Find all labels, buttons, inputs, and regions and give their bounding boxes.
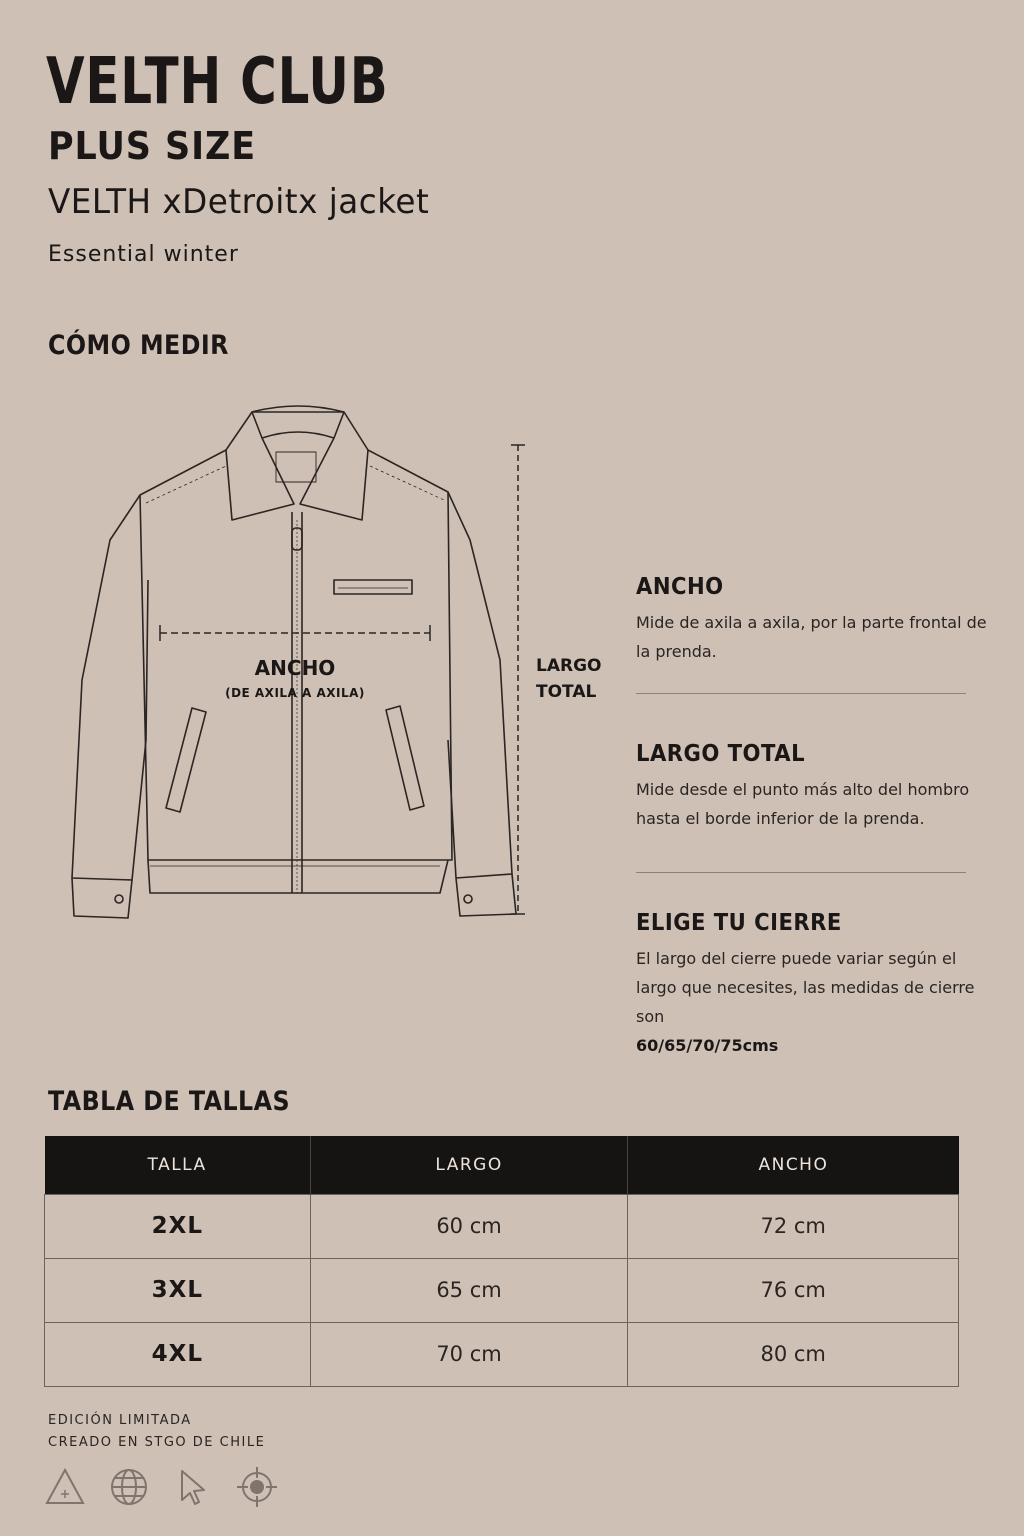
collection-name: Essential winter	[48, 242, 239, 267]
size-table	[44, 1136, 959, 1387]
divider	[636, 693, 966, 694]
info-cierre	[636, 910, 996, 1060]
size-cell: 3XL	[45, 1258, 311, 1322]
info-ancho-text: Mide de axila a axila, por la parte frontal de la prenda.	[636, 613, 987, 661]
width-measure-sublabel: (DE AXILA A AXILA)	[225, 686, 365, 700]
width-cell: 76 cm	[628, 1258, 959, 1322]
table-row	[45, 1194, 959, 1258]
info-largo-title: LARGO TOTAL	[636, 741, 806, 767]
column-header: ANCHO	[628, 1136, 959, 1194]
info-largo-text: Mide desde el punto más alto del hombro hasta el borde inferior de la prenda.	[636, 780, 970, 828]
info-cierre-title: ELIGE TU CIERRE	[636, 910, 842, 936]
size-cell: 2XL	[45, 1194, 311, 1258]
length-measure-label-2: TOTAL	[536, 682, 597, 702]
length-measure-label-1: LARGO	[536, 656, 602, 676]
info-largo-total	[636, 741, 996, 833]
limited-edition-note: EDICIÓN LIMITADA	[48, 1413, 192, 1428]
divider	[636, 872, 966, 873]
brand-title: VELTH CLUB	[46, 45, 389, 119]
table-header-row	[45, 1136, 959, 1194]
triangle-plus-icon	[44, 1466, 86, 1508]
table-row	[45, 1322, 959, 1386]
column-header: TALLA	[45, 1136, 311, 1194]
column-header: LARGO	[310, 1136, 628, 1194]
length-cell: 65 cm	[310, 1258, 628, 1322]
crosshair-icon	[236, 1466, 278, 1508]
length-cell: 60 cm	[310, 1194, 628, 1258]
measure-section-title: CÓMO MEDIR	[48, 330, 229, 361]
origin-note: CREADO EN STGO DE CHILE	[48, 1435, 266, 1450]
info-ancho	[636, 574, 996, 666]
zipper-lengths: 60/65/70/75cms	[636, 1036, 779, 1055]
info-ancho-title: ANCHO	[636, 574, 724, 600]
product-name: VELTH xDetroitx jacket	[48, 182, 430, 222]
product-line: PLUS SIZE	[48, 124, 257, 168]
width-cell: 72 cm	[628, 1194, 959, 1258]
cursor-arrow-icon	[172, 1466, 214, 1508]
length-cell: 70 cm	[310, 1322, 628, 1386]
size-table-title: TABLA DE TALLAS	[48, 1086, 291, 1117]
size-cell: 4XL	[45, 1322, 311, 1386]
table-row	[45, 1258, 959, 1322]
globe-icon	[108, 1466, 150, 1508]
footer-icons	[44, 1466, 278, 1508]
width-measure-label: ANCHO	[254, 656, 336, 680]
info-cierre-text: El largo del cierre puede variar según el largo que necesites, las medidas de cierre son	[636, 949, 975, 1026]
width-cell: 80 cm	[628, 1322, 959, 1386]
footer-text	[48, 1410, 265, 1454]
